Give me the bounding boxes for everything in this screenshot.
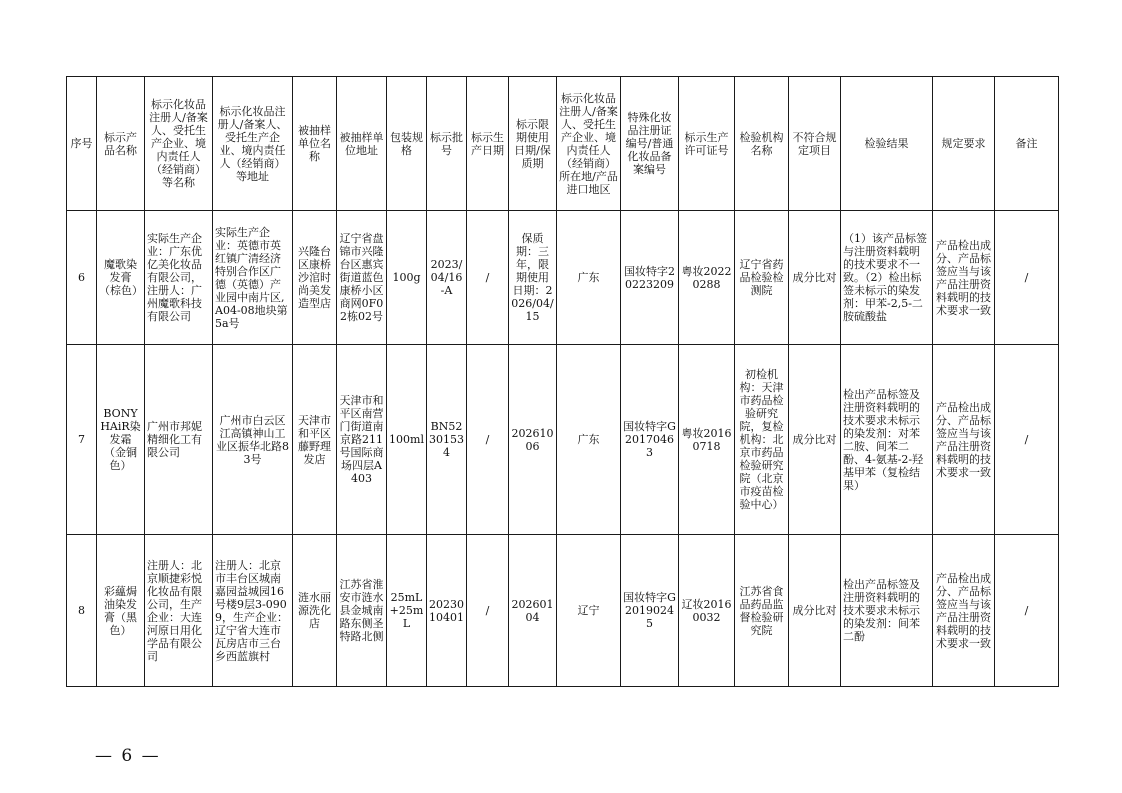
cell-registration-no: 国妆特字G20190245 bbox=[621, 535, 679, 687]
inspection-results-table bbox=[66, 76, 1059, 687]
header-cell-company-name: 标示化妆品注册人/备案人、受托生产企业、境内责任人（经销商）等名称 bbox=[145, 77, 213, 211]
header-cell-package: 包装规格 bbox=[387, 77, 427, 211]
cell-package: 25mL+25mL bbox=[387, 535, 427, 687]
header-cell-index: 序号 bbox=[67, 77, 97, 211]
table-row bbox=[67, 345, 1059, 535]
table-row bbox=[67, 535, 1059, 687]
header-cell-company-address: 标示化妆品注册人/备案人、受托生产企业、境内责任人（经销商）等地址 bbox=[213, 77, 293, 211]
cell-inspection-agency: 辽宁省药品检验检测院 bbox=[735, 211, 789, 345]
cell-expiry: 保质期：三年，限期使用日期：2026/04/15 bbox=[509, 211, 557, 345]
cell-remark: / bbox=[995, 345, 1059, 535]
header-cell-production-date: 标示生产日期 bbox=[467, 77, 509, 211]
cell-sampled-unit: 兴隆台区康桥沙涫时尚美发造型店 bbox=[293, 211, 337, 345]
cell-company-name: 实际生产企业：广东优亿美化妆品有限公司，注册人：广州魔歌科技有限公司 bbox=[145, 211, 213, 345]
cell-registration-no: 国妆特字20223209 bbox=[621, 211, 679, 345]
cell-index: 7 bbox=[67, 345, 97, 535]
cell-inspection-agency: 江苏省食品药品监督检验研究院 bbox=[735, 535, 789, 687]
cell-region: 广东 bbox=[557, 211, 621, 345]
header-cell-product-name: 标示产品名称 bbox=[97, 77, 145, 211]
table-row bbox=[67, 211, 1059, 345]
header-cell-inspection-agency: 检验机构名称 bbox=[735, 77, 789, 211]
header-cell-license-no: 标示生产许可证号 bbox=[679, 77, 735, 211]
cell-failed-item: 成分比对 bbox=[789, 211, 841, 345]
cell-remark: / bbox=[995, 535, 1059, 687]
cell-batch: 2023/04/16-A bbox=[427, 211, 467, 345]
cell-sampled-address: 江苏省淮安市涟水县金城南路东侧圣特路北侧 bbox=[337, 535, 387, 687]
cell-expiry: 20260104 bbox=[509, 535, 557, 687]
cell-inspection-agency: 初检机构：天津市药品检验研究院，复检机构：北京市药品检验研究院（北京市疫苗检验中心） bbox=[735, 345, 789, 535]
header-cell-region: 标示化妆品注册人/备案人、受托生产企业、境内责任人（经销商）所在地/产品进口地区 bbox=[557, 77, 621, 211]
cell-production-date: / bbox=[467, 345, 509, 535]
cell-company-address: 注册人：北京市丰台区城南嘉园益城园16号楼9层3-0909，生产企业：辽宁省大连市瓦房店市三台乡西蓝旗村 bbox=[213, 535, 293, 687]
cell-result: 检出产品标签及注册资料载明的技术要求未标示的染发剂：对苯二胺、间苯二酚、4-氨基-2-羟基甲苯（复检结果） bbox=[841, 345, 933, 535]
cell-product-name: 魔歌染发膏（棕色） bbox=[97, 211, 145, 345]
cell-company-name: 广州市邦妮精细化工有限公司 bbox=[145, 345, 213, 535]
page-number: — 6 — bbox=[95, 746, 161, 766]
cell-batch: BN52301534 bbox=[427, 345, 467, 535]
cell-license-no: 粤妆20220288 bbox=[679, 211, 735, 345]
header-cell-requirement: 规定要求 bbox=[933, 77, 995, 211]
cell-result: （1）该产品标签与注册资料载明的技术要求不一致。（2）检出标签未标示的染发剂：甲苯-2,5-二胺硫酸盐 bbox=[841, 211, 933, 345]
cell-company-address: 实际生产企业：英德市英红镇广清经济特别合作区广德（英德）产业园中南片区,A04-08地块第5a号 bbox=[213, 211, 293, 345]
cell-product-name: BONY HAiR染发霜（金铜色） bbox=[97, 345, 145, 535]
cell-expiry: 20261006 bbox=[509, 345, 557, 535]
cell-license-no: 辽妆20160032 bbox=[679, 535, 735, 687]
header-cell-batch: 标示批号 bbox=[427, 77, 467, 211]
header-cell-remark: 备注 bbox=[995, 77, 1059, 211]
cell-index: 8 bbox=[67, 535, 97, 687]
cell-company-address: 广州市白云区江高镇神山工业区振华北路83号 bbox=[213, 345, 293, 535]
header-cell-sampled-unit: 被抽样单位名称 bbox=[293, 77, 337, 211]
header-cell-result: 检验结果 bbox=[841, 77, 933, 211]
header-row bbox=[67, 77, 1059, 211]
cell-sampled-address: 辽宁省盘锦市兴隆台区惠宾街道蓝色康桥小区商网0F02栋02号 bbox=[337, 211, 387, 345]
cell-requirement: 产品检出成分、产品标签应当与该产品注册资料载明的技术要求一致 bbox=[933, 345, 995, 535]
header-cell-expiry: 标示限期使用日期/保质期 bbox=[509, 77, 557, 211]
cell-production-date: / bbox=[467, 211, 509, 345]
cell-failed-item: 成分比对 bbox=[789, 345, 841, 535]
cell-region: 辽宁 bbox=[557, 535, 621, 687]
header-cell-registration-no: 特殊化妆品注册证编号/普通化妆品备案编号 bbox=[621, 77, 679, 211]
cell-sampled-unit: 天津市和平区藤野理发店 bbox=[293, 345, 337, 535]
cell-registration-no: 国妆特字G20170463 bbox=[621, 345, 679, 535]
cell-batch: 2023010401 bbox=[427, 535, 467, 687]
cell-company-name: 注册人：北京顺捷彩悦化妆品有限公司，生产企业：大连河原日用化学品有限公司 bbox=[145, 535, 213, 687]
cell-sampled-unit: 涟水丽源洗化店 bbox=[293, 535, 337, 687]
cell-remark: / bbox=[995, 211, 1059, 345]
cell-sampled-address: 天津市和平区南营门街道南京路211号国际商场四层A403 bbox=[337, 345, 387, 535]
cell-production-date: / bbox=[467, 535, 509, 687]
cell-failed-item: 成分比对 bbox=[789, 535, 841, 687]
cell-index: 6 bbox=[67, 211, 97, 345]
cell-region: 广东 bbox=[557, 345, 621, 535]
cell-result: 检出产品标签及注册资料载明的技术要求未标示的染发剂：间苯二酚 bbox=[841, 535, 933, 687]
cell-package: 100ml bbox=[387, 345, 427, 535]
cell-requirement: 产品检出成分、产品标签应当与该产品注册资料载明的技术要求一致 bbox=[933, 211, 995, 345]
header-cell-failed-item: 不符合规定项目 bbox=[789, 77, 841, 211]
cell-license-no: 粤妆20160718 bbox=[679, 345, 735, 535]
cell-package: 100g bbox=[387, 211, 427, 345]
header-cell-sampled-address: 被抽样单位地址 bbox=[337, 77, 387, 211]
cell-product-name: 彩蘊焗油染发膏（黑色） bbox=[97, 535, 145, 687]
cell-requirement: 产品检出成分、产品标签应当与该产品注册资料载明的技术要求一致 bbox=[933, 535, 995, 687]
